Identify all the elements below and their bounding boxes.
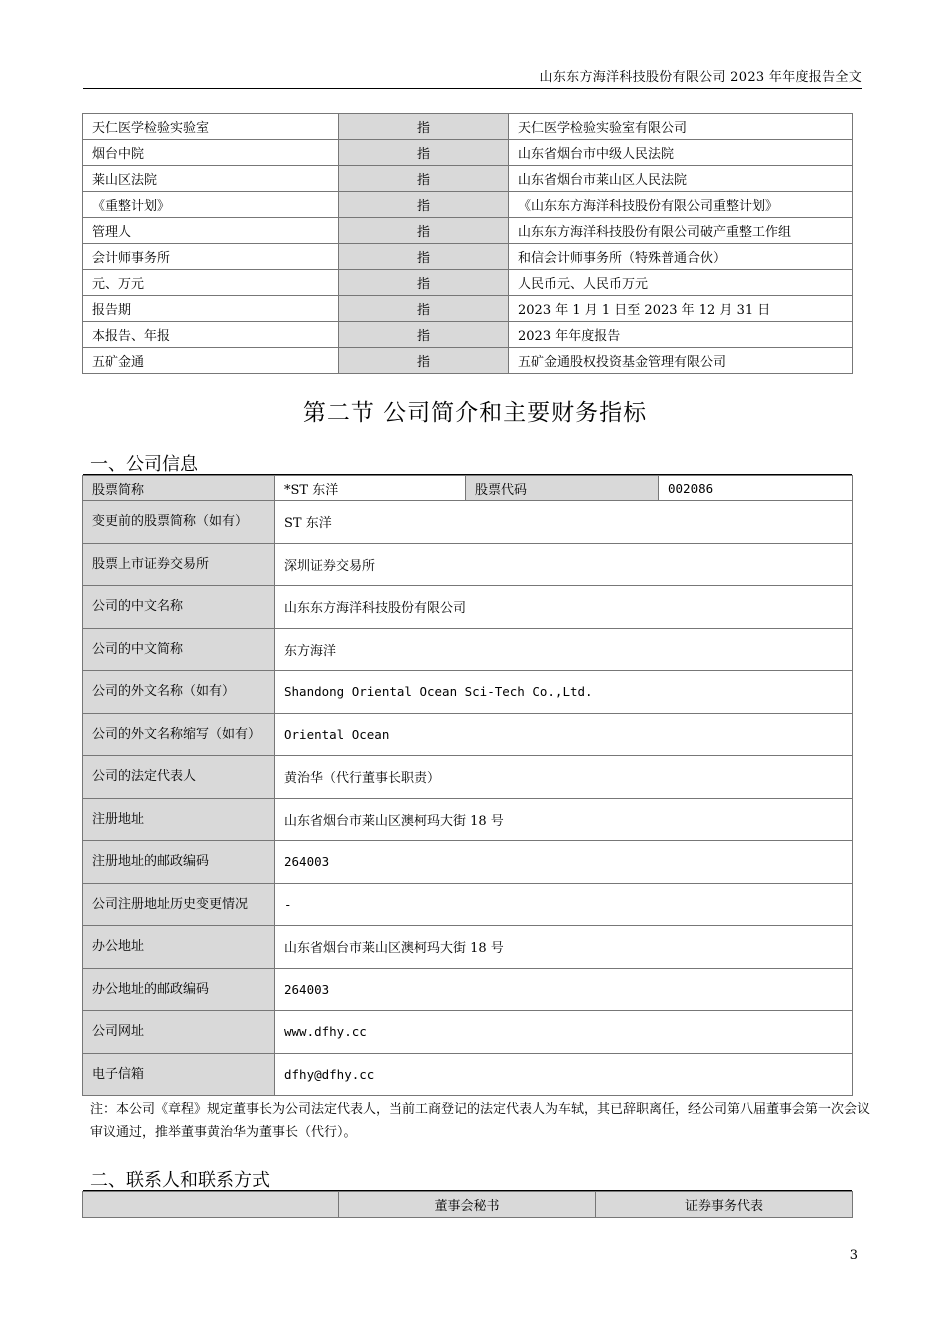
info-label: 变更前的股票简称（如有） [83,501,275,544]
info-label: 公司注册地址历史变更情况 [83,883,275,926]
table-row [83,543,853,586]
definition-meaning: 山东省烟台市中级人民法院 [509,140,853,166]
definition-term: 管理人 [83,218,339,244]
stock-code-label: 股票代码 [466,476,659,501]
definition-mark: 指 [339,244,509,270]
definition-mark: 指 [339,322,509,348]
definition-meaning: 山东东方海洋科技股份有限公司破产重整工作组 [509,218,853,244]
info-label: 注册地址的邮政编码 [83,841,275,884]
definition-meaning: 《山东东方海洋科技股份有限公司重整计划》 [509,192,853,218]
section-title: 第二节 公司简介和主要财务指标 [302,400,648,426]
table-row [83,713,853,756]
definition-term: 《重整计划》 [83,192,339,218]
definition-term: 报告期 [83,296,339,322]
table-row [83,798,853,841]
table-row [83,114,853,140]
info-label: 注册地址 [83,798,275,841]
table-row [83,883,853,926]
definition-term: 天仁医学检验实验室 [83,114,339,140]
contacts-blank-header [83,1192,339,1218]
info-label: 公司的外文名称缩写（如有） [83,713,275,756]
info-value: 深圳证券交易所 [275,543,853,586]
definition-meaning: 和信会计师事务所（特殊普通合伙） [509,244,853,270]
table-row [83,192,853,218]
table-row [83,140,853,166]
report-header-title: 山东东方海洋科技股份有限公司 2023 年年度报告全文 [539,70,862,85]
info-value: 264003 [275,841,853,884]
info-label: 电子信箱 [83,1053,275,1096]
info-label: 公司的中文名称 [83,586,275,629]
table-row [83,586,853,629]
table-row [83,270,853,296]
info-value: 山东东方海洋科技股份有限公司 [275,586,853,629]
table-row [83,628,853,671]
table-row [83,218,853,244]
definitions-table [82,113,853,374]
contacts-table [82,1191,853,1218]
page-number: 3 [849,1248,858,1263]
company-info-note: 注：本公司《章程》规定董事长为公司法定代表人，当前工商登记的法定代表人为车轼，其已辞职离任，经公司第八届董事会第一次会议审议通过，推举董事黄治华为董事长（代行）。 [90,1102,871,1140]
table-row [83,841,853,884]
info-value: www.dfhy.cc [275,1011,853,1054]
info-value: Shandong Oriental Ocean Sci-Tech Co.,Ltd. [275,671,853,714]
stock-code-value: 002086 [659,476,853,501]
stock-abbr-label: 股票简称 [83,476,275,501]
definition-mark: 指 [339,192,509,218]
info-label: 股票上市证券交易所 [83,543,275,586]
table-row [83,322,853,348]
table-row [83,476,853,501]
info-value: 东方海洋 [275,628,853,671]
securities-rep-header: 证券事务代表 [596,1192,853,1218]
company-info-heading: 一、公司信息 [90,454,198,475]
definition-mark: 指 [339,270,509,296]
board-secretary-header: 董事会秘书 [339,1192,596,1218]
table-row [83,1011,853,1054]
table-row [83,244,853,270]
table-row [83,296,853,322]
table-row [83,501,853,544]
header-divider [83,88,862,89]
info-label: 公司网址 [83,1011,275,1054]
info-value: 山东省烟台市莱山区澳柯玛大街 18 号 [275,798,853,841]
definition-mark: 指 [339,140,509,166]
definition-meaning: 人民币元、人民币万元 [509,270,853,296]
definition-mark: 指 [339,166,509,192]
table-row [83,756,853,799]
info-value: 黄治华（代行董事长职责） [275,756,853,799]
info-label: 公司的中文简称 [83,628,275,671]
definition-mark: 指 [339,218,509,244]
info-value: dfhy@dfhy.cc [275,1053,853,1096]
definition-meaning: 五矿金通股权投资基金管理有限公司 [509,348,853,374]
definition-term: 莱山区法院 [83,166,339,192]
definition-term: 五矿金通 [83,348,339,374]
table-row [83,926,853,969]
info-label: 办公地址的邮政编码 [83,968,275,1011]
definition-meaning: 2023 年 1 月 1 日至 2023 年 12 月 31 日 [509,296,853,322]
definition-meaning: 2023 年年度报告 [509,322,853,348]
definition-term: 会计师事务所 [83,244,339,270]
info-label: 公司的外文名称（如有） [83,671,275,714]
definition-mark: 指 [339,348,509,374]
info-value: ST 东洋 [275,501,853,544]
definition-term: 烟台中院 [83,140,339,166]
table-row [83,1053,853,1096]
contacts-heading: 二、联系人和联系方式 [90,1170,270,1191]
table-row [83,166,853,192]
info-label: 公司的法定代表人 [83,756,275,799]
info-value: - [275,883,853,926]
stock-abbr-value: *ST 东洋 [275,476,466,501]
definition-meaning: 天仁医学检验实验室有限公司 [509,114,853,140]
info-value: Oriental Ocean [275,713,853,756]
definition-term: 本报告、年报 [83,322,339,348]
company-info-table [82,475,853,1096]
definition-mark: 指 [339,114,509,140]
table-row [83,1192,853,1218]
definition-meaning: 山东省烟台市莱山区人民法院 [509,166,853,192]
table-row [83,968,853,1011]
definition-mark: 指 [339,296,509,322]
definition-term: 元、万元 [83,270,339,296]
info-label: 办公地址 [83,926,275,969]
info-value: 山东省烟台市莱山区澳柯玛大街 18 号 [275,926,853,969]
info-value: 264003 [275,968,853,1011]
table-row [83,671,853,714]
table-row [83,348,853,374]
